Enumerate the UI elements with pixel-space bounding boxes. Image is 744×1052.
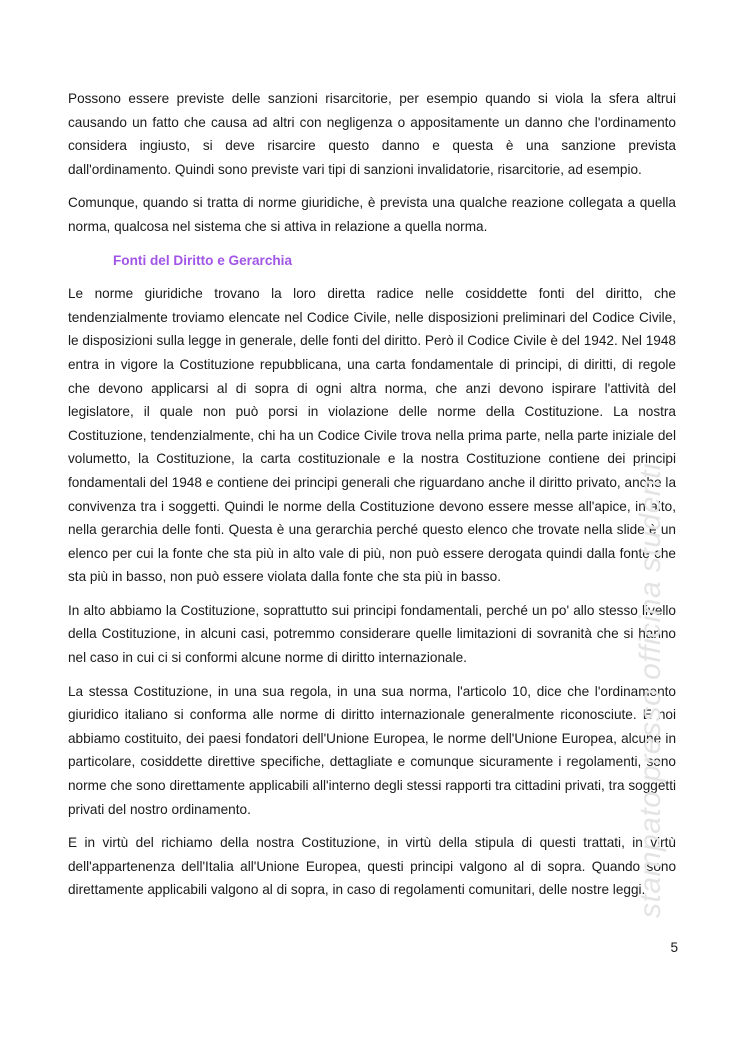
paragraph-costituzione-in-alto: In alto abbiamo la Costituzione, soprattutto sui principi fondamentali, perché un po' allo stesso livello della Costituzione, in alcuni casi, potremmo considerare quelle limitazioni di sovranità che si hanno nel caso in cui ci si conformi alcune norme di diritto internazionale.	[68, 602, 676, 666]
paragraph-reazione-norma: Comunque, quando si tratta di norme giuridiche, è prevista una qualche reazione collegata a quella norma, qualcosa nel sistema che si attiva in relazione a quella norma.	[68, 195, 676, 234]
section-heading: Fonti del Diritto e Gerarchia	[113, 252, 293, 268]
paragraph-virtu-richiamo: E in virtù del richiamo della nostra Costituzione, in virtù della stipula di questi trattati, in virtù dell'appartenenza dell'Italia all'Unione Europea, questi principi valgono al di sopra. Quando sono direttamente applicabili valgono al di sopra, in caso di regolamenti comunitari, delle nostre leggi.	[68, 835, 676, 898]
watermark: stampato presso officina studenti	[634, 462, 667, 918]
paragraph-articolo-10: La stessa Costituzione, in una sua regola, in una sua norma, l'articolo 10, dice che l'ordinamento giuridico italiano si conforma alle norme di diritto internazionale generalmente riconosciute. E noi abbiamo costituito, dei paesi fondatori dell'Unione Europea, le norme dell'Unione Europea, alcune in particolare, cosiddette direttive specifiche, dettagliate e comunque sicuramente i regolamenti, sono norme che sono direttamente applicabili all'interno degli stessi rapporti tra cittadini privati, tra soggetti privati del nostro ordinamento.	[68, 683, 676, 817]
document-page	[68, 87, 676, 912]
paragraph-fonti-del-diritto: Le norme giuridiche trovano la loro diretta radice nelle cosiddette fonti del diritto, che tendenzialmente troviamo elencate nel Codice Civile, nelle disposizioni preliminari del Codice Civile, le disposizioni sulla legge in generale, delle fonti del diritto. Però il Codice Civile è del 1942. Nel 1948 entra in vigore la Costituzione repubblicana, una carta fondamentale di principi, di diritti, di regole che devono applicarsi al di sopra di ogni altra norma, che anzi devono ispirare l'attività del legislatore, il quale non può porsi in violazione delle norme della Costituzione. La nostra Costituzione, tendenzialmente, chi ha un Codice Civile trova nella prima parte, nella parte iniziale del volumetto, la Costituzione, la carta costituzionale e la nostra Costituzione contiene dei principi fondamentali del 1948 e contiene dei principi generali che riguardano anche il diritto privato, anche la convivenza tra i soggetti. Quindi le norme della Costituzione devono essere messe all'apice, in alto, nella gerarchia delle fonti. Questa è una gerarchia perché questo elenco che trovate nella slide è un elenco per cui la fonte che sta più in alto vale di più, non può essere derogata quindi dalla fonte che sta più in basso, non può essere violata dalla fonte che sta più in basso.	[68, 286, 676, 585]
paragraph-sanzioni-risarcitorie: Possono essere previste delle sanzioni risarcitorie, per esempio quando si viola la sfera altrui causando un fatto che causa ad altri con negligenza o appositamente un danno che l'ordinamento considera ingiusto, si deve risarcire questo danno e questa è una sanzione prevista dall'ordinamento. Quindi sono previste vari tipi di sanzioni invalidatorie, risarcitorie, ad esempio.	[68, 91, 676, 177]
page-number: 5	[670, 940, 678, 955]
